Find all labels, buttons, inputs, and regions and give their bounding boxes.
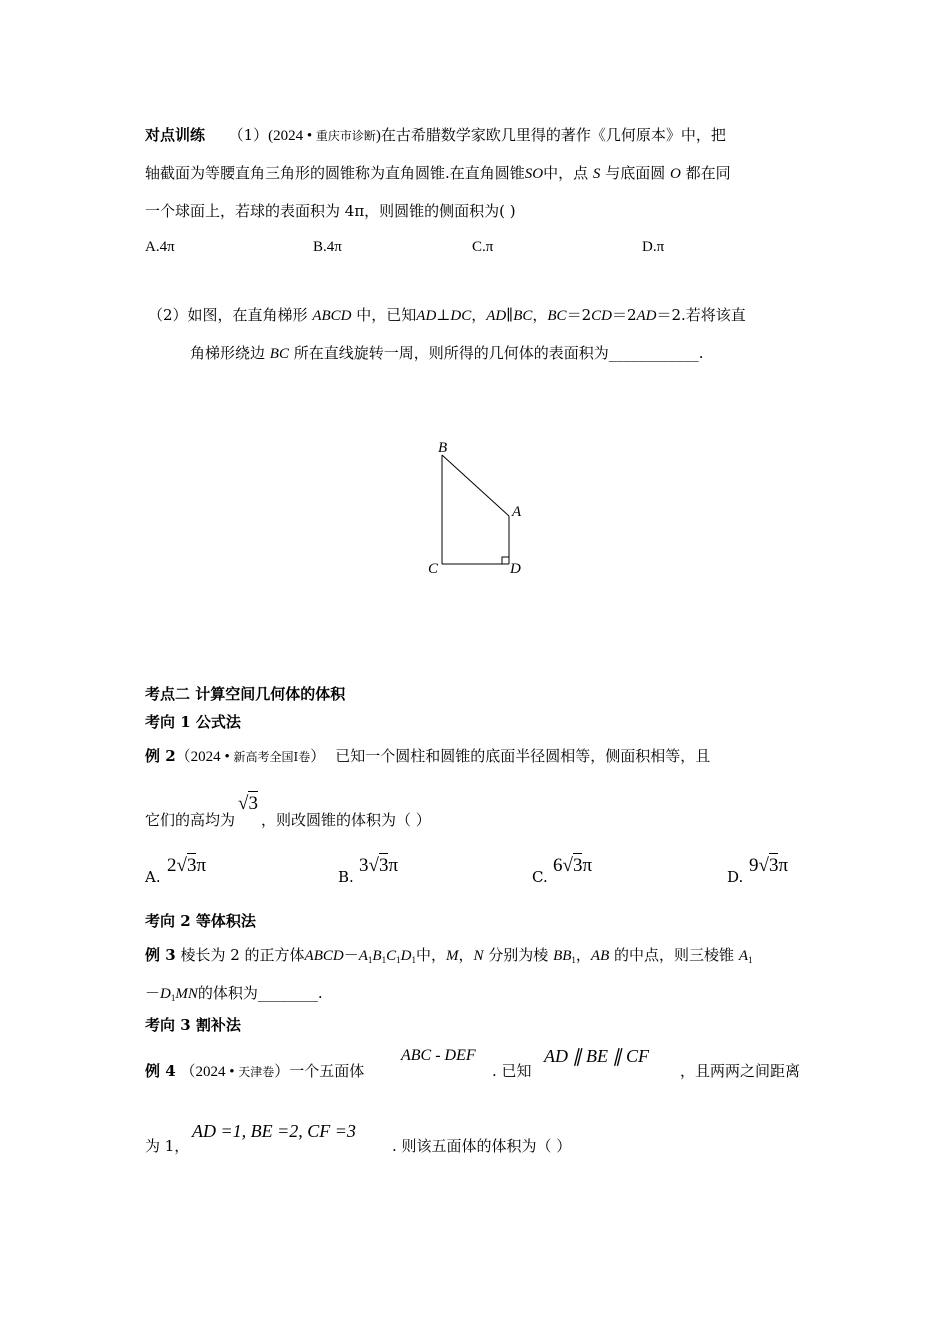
pi: π <box>778 855 789 876</box>
example-3-line-1 <box>145 948 752 965</box>
q2-text: ， <box>471 306 487 324</box>
example-4-label: 例 4 <box>145 1062 176 1080</box>
ex2-option-b-letter: B. <box>338 868 354 886</box>
example-3-label: 例 3 <box>145 946 176 964</box>
vertex-label-b: B <box>438 440 448 456</box>
ex3-var: C <box>386 948 397 964</box>
q1-text: 轴截面为等腰直角三角形的圆锥称为直角圆锥.在直角圆锥 <box>145 164 525 182</box>
subscript: 1 <box>170 993 176 1003</box>
ex3-text: 棱长为 2 的正方体 <box>180 946 305 964</box>
right-angle-mark <box>502 557 509 564</box>
question-1-line-3: 一个球面上，若球的表面积为 4π，则圆锥的侧面积为( ) <box>145 202 516 220</box>
ex3-text: 的中点，则三棱锥 <box>614 946 735 964</box>
example-2-line-2 <box>145 793 431 829</box>
q2-var: AD <box>636 308 657 324</box>
subscript: 1 <box>411 955 416 965</box>
ex2-option-a-value: 2√3π <box>167 855 207 876</box>
ex3-var: D <box>400 948 412 964</box>
ex3-text: ， <box>458 946 474 964</box>
edge-ab <box>442 455 509 516</box>
q1-source-dot: • <box>303 128 316 144</box>
ex2-source-open: （2024 <box>175 749 221 765</box>
ex3-text: ， <box>575 946 591 964</box>
ex2-text: ，则改圆锥的体积为（ ） <box>260 811 431 829</box>
q2-text: ＝2 <box>611 306 637 324</box>
q1-var-o: O <box>670 166 681 182</box>
ex3-var: A <box>358 948 368 964</box>
ex2-option-c-letter: C. <box>532 868 548 886</box>
ex4-distance-text: ，且两两之间距离 <box>680 1062 801 1080</box>
ex2-option-a-letter: A. <box>145 868 161 886</box>
ex3-text: － <box>145 984 161 1002</box>
q2-text: ， <box>532 306 548 324</box>
direction-2-heading: 考向 2 等体积法 <box>145 912 256 930</box>
example-4-line-1-text <box>145 1064 364 1080</box>
ex3-text: 中， <box>415 946 446 964</box>
ex4-line-2-tail: . 则该五面体的体积为（ ） <box>392 1137 572 1155</box>
q2-text: ＝2 <box>566 306 592 324</box>
ex2-source-close: ） <box>310 747 326 765</box>
q2-text: 角梯形绕边 <box>190 344 266 362</box>
question-2-line-1 <box>148 308 746 324</box>
q1-source-open: (2024 <box>268 128 304 144</box>
radicand: 3 <box>572 855 583 876</box>
ex4-source-close: ） <box>274 1062 290 1080</box>
q2-text: （2）如图，在直角梯形 <box>148 306 308 324</box>
q1-text: 都在同 <box>685 164 731 182</box>
q1-number: （1） <box>228 126 269 144</box>
perp-symbol: ⊥ <box>436 306 451 324</box>
pi: π <box>196 855 207 876</box>
ex4-source-dot: • <box>225 1064 239 1080</box>
q1-option-c: C.π <box>472 239 494 255</box>
question-1-line-2 <box>145 166 731 182</box>
ex3-text: 的体积为________. <box>197 984 323 1002</box>
vertex-label-a: A <box>512 504 522 520</box>
subscript: 1 <box>381 955 387 965</box>
q1-source-close: ) <box>375 128 381 144</box>
ex3-var: MN <box>175 986 198 1002</box>
q1-option-b: B.4π <box>313 239 342 255</box>
ex4-line-2-prefix: 为 1， <box>145 1137 190 1155</box>
radicand: 3 <box>248 793 258 814</box>
ex3-var: M <box>445 948 459 964</box>
q1-source-name: 重庆市诊断 <box>315 129 376 143</box>
q1-option-a: A.4π <box>145 239 175 255</box>
q1-var-s: S <box>592 166 601 182</box>
q1-text: 在古希腊数学家欧几里得的著作《几何原本》中，把 <box>380 126 726 144</box>
ex2-source-dot: • <box>220 749 234 765</box>
radicand: 3 <box>186 855 197 876</box>
ex3-text: － <box>343 946 359 964</box>
distance-formula: AD =1, BE =2, CF =3 <box>192 1121 356 1141</box>
radicand: 3 <box>768 855 779 876</box>
radicand: 3 <box>378 855 389 876</box>
direction-1-heading: 考向 1 公式法 <box>145 713 241 731</box>
trapezoid-figure <box>420 436 530 582</box>
example-2-line-1 <box>145 749 710 765</box>
q1-var-so: SO <box>524 166 544 182</box>
q1-option-d: D.π <box>642 239 665 255</box>
parallel-symbol: ∥ <box>506 306 514 324</box>
q2-text: ＝2.若将该直 <box>656 306 746 324</box>
q2-text: 所在直线旋转一周，则所得的几何体的表面积为____________. <box>293 344 704 362</box>
ex2-option-d-value: 9√3π <box>749 855 789 876</box>
vertex-label-c: C <box>428 561 439 577</box>
ex2-option-b-value: 3√3π <box>359 855 399 876</box>
coef: 3 <box>359 855 369 876</box>
sqrt-3: √3 <box>238 793 258 814</box>
ex4-source-open: （2024 <box>180 1064 226 1080</box>
ex4-text: 一个五面体 <box>289 1062 365 1080</box>
coef: 2 <box>167 855 177 876</box>
question-1-line-1 <box>145 128 726 144</box>
q2-var: ABCD <box>312 308 352 324</box>
q2-var: AD <box>486 308 507 324</box>
ex4-known-text: . 已知 <box>492 1062 532 1080</box>
example-2-label: 例 2 <box>145 747 176 765</box>
parallel-formula: AD ∥ BE ∥ CF <box>544 1046 649 1066</box>
pi: π <box>388 855 399 876</box>
ex2-source-name: 新高考全国Ⅰ卷 <box>233 750 311 764</box>
q2-var: CD <box>591 308 612 324</box>
q1-text: 与底面圆 <box>605 164 666 182</box>
subscript: 1 <box>571 955 576 965</box>
training-heading: 对点训练 <box>145 126 206 144</box>
ex3-text: 分别为棱 <box>488 946 549 964</box>
q1-text: 中，点 <box>543 164 589 182</box>
q2-var: BC <box>269 346 289 362</box>
coef: 6 <box>553 855 563 876</box>
pi: π <box>582 855 593 876</box>
ex3-var: AB <box>590 948 610 964</box>
subscript: 1 <box>367 955 373 965</box>
q2-var: AD <box>416 308 437 324</box>
vertex-label-d: D <box>510 561 521 577</box>
q2-var: BC <box>513 308 533 324</box>
ex3-var: N <box>473 948 484 964</box>
ex3-var: A <box>738 948 748 964</box>
ex2-text: 它们的高均为 <box>145 811 236 829</box>
ex3-var: B <box>372 948 382 964</box>
ex3-var: ABCD <box>304 948 344 964</box>
ex2-text: 已知一个圆柱和圆锥的底面半径圆相等，侧面积相等，且 <box>335 747 711 765</box>
subscript: 1 <box>396 955 401 965</box>
ex3-var: D <box>160 986 171 1002</box>
ex2-option-c-value: 6√3π <box>553 855 593 876</box>
q2-var: DC <box>450 308 472 324</box>
ex4-source-name: 天津卷 <box>238 1065 275 1079</box>
direction-3-heading: 考向 3 割补法 <box>145 1016 241 1034</box>
ex2-option-d-letter: D. <box>727 868 744 886</box>
q2-text: 中，已知 <box>356 306 417 324</box>
question-2-line-2 <box>190 346 704 362</box>
pentahedron-formula: ABC - DEF <box>401 1047 476 1064</box>
example-3-line-2 <box>145 986 323 1003</box>
q2-var: BC <box>547 308 567 324</box>
coef: 9 <box>749 855 759 876</box>
section-title: 考点二 计算空间几何体的体积 <box>145 685 346 703</box>
ex3-var: BB <box>553 948 572 964</box>
subscript: 1 <box>747 955 753 965</box>
